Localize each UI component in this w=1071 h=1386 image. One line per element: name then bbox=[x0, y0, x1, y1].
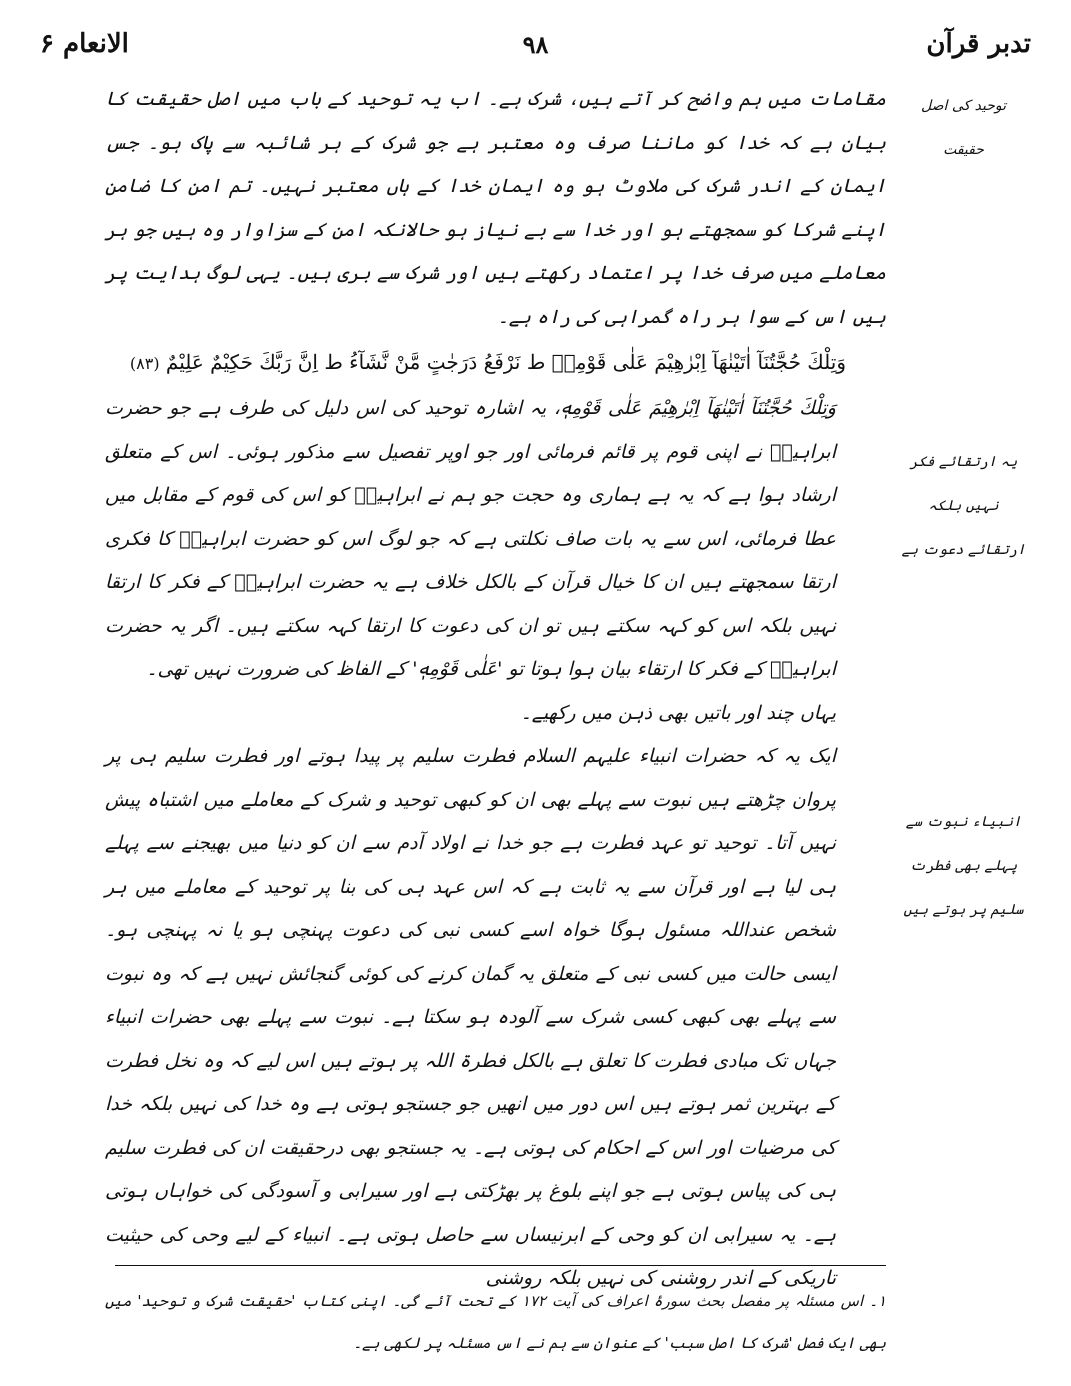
paragraph-1: مقامات میں ہم واضح کر آتے ہیں، شرک ہے۔ اب یہ توحید کے باب میں اصل حقیقت کا بیان ہے کہ خدا کو ماننا صرف وہ معتبر ہے جو شرک کے ہر شائبہ سے پاک ہو۔ جس ایمان کے اندر شرک کی ملاوٹ ہو وہ ایمان خدا کے ہاں معتبر نہیں۔ تم امن کا ضامن اپنے شرکا کو سمجھتے ہو اور خدا سے بے نیاز ہو حالانکہ امن کے سزاوار وہ ہیں جو ہر معاملے میں صرف خدا پر اعتماد رکھتے ہیں اور شرک سے بری ہیں۔ یہی لوگ ہدایت پر ہیں اس کے سوا ہر راہ گمراہی کی راہ ہے۔ bbox=[105, 88, 886, 328]
footnote-divider bbox=[115, 1265, 886, 1266]
paragraph-3: یہاں چند اور باتیں بھی ذہن میں رکھیے۔ bbox=[520, 701, 836, 724]
book-title: تدبر قرآن bbox=[926, 29, 1031, 59]
margin-note-anbiya: انبیاء نبوت سے پہلے بھی فطرت سلیم پر ہوتے ہیں bbox=[903, 814, 1024, 918]
paragraph-4: ایک یہ کہ حضرات انبیاء علیہم السلام فطرت سلیم پر پیدا ہوتے اور فطرت سلیم ہی پر پروان چڑھتے ہیں نبوت سے پہلے بھی ان کو کبھی توحید و شرک کے معاملے میں اشتباہ پیش نہیں آتا۔ توحید تو عہد فطرت ہے جو خدا نے اولاد آدم سے ان کو دنیا میں بھیجنے سے پہلے ہی لیا ہے اور قرآن سے یہ ثابت ہے کہ اس عہد ہی کی بنا پر توحید کے معاملے میں ہر شخص عنداللہ مسئول ہوگا خواہ اسے کسی نبی کی دعوت پہنچی ہو یا نہ پہنچی ہو۔ ایسی حالت میں کسی نبی کے متعلق یہ گمان کرنے کی کوئی گنجائش نہیں ہے کہ وہ نبوت سے پہلے بھی کبھی کسی شرک سے آلودہ ہو سکتا ہے۔ نبوت سے پہلے بھی حضرات انبیاء جہاں تک مبادی فطرت کا تعلق ہے بالکل فطرۃ اللہ پر ہوتے ہیں اس لیے کہ وہ نخل فطرت کے بہترین ثمر ہوتے ہیں اس دور میں انھیں جو جستجو ہوتی ہے وہ خدا کی نہیں بلکہ خدا کی مرضیات اور اس کے احکام کی ہوتی ہے۔ یہ جستجو بھی درحقیقت ان کی فطرت سلیم ہی کی پیاس ہوتی ہے جو اپنے بلوغ پر بھڑکتی ہے اور سیرابی و آسودگی کی خواہاں ہوتی ہے۔ یہ سیرابی ان کو وحی کے ابرنیساں سے حاصل ہوتی ہے۔ انبیاء کے لیے وحی کی حیثیت تاریکی کے اندر روشنی کی نہیں بلکہ روشنی bbox=[105, 745, 837, 1289]
page-number: ۹۸ bbox=[522, 29, 549, 59]
quran-verse bbox=[105, 339, 886, 387]
paragraph-2: وَتِلْكَ حُجَّتُنَآ اٰتَيْنٰهَآ اِبْرٰهِيْمَ عَلٰى قَوْمِهٖ، یہ اشارہ توحید کی اس دلیل کی طرف ہے جو حضرت ابراہیمؑ نے اپنی قوم پر قائم فرمائی اور جو اوپر تفصیل سے مذکور ہوئی۔ اس کے متعلق ارشاد ہوا ہے کہ یہ ہے ہماری وہ حجت جو ہم نے ابراہیمؑ کو اس کی قوم کے مقابل میں عطا فرمائی، اس سے یہ بات صاف نکلتی ہے کہ جو لوگ اس کو حضرت ابراہیمؑ کا فکری ارتقا سمجھتے ہیں ان کا خیال قرآن کے بالکل خلاف ہے یہ حضرت ابراہیمؑ کے فکر کا ارتقا نہیں بلکہ اس کو کہہ سکتے ہیں تو ان کی دعوت کا ارتقا کہہ سکتے ہیں۔ اگر یہ حضرت ابراہیمؑ کے فکر کا ارتقاء بیان ہوا ہوتا تو 'عَلٰى قَوْمِهٖ' کے الفاظ کی ضرورت نہیں تھی۔ bbox=[105, 397, 836, 680]
margin-note-irtiqa: یہ ارتقائے فکر نہیں بلکہ ارتقائے دعوت ہے bbox=[901, 454, 1026, 558]
margin-note-tawheed: توحید کی اصل حقیقت bbox=[921, 98, 1006, 158]
page-header bbox=[40, 14, 1031, 74]
main-text bbox=[105, 78, 886, 1301]
surah-name: الانعام ۶ bbox=[40, 29, 129, 59]
verse-reference: (۸۳) bbox=[129, 354, 160, 373]
footnote: ۱۔ اس مسئلہ پر مفصل بحث سورۂ اعراف کی آیت ۱۷۲ کے تحت آئے گی۔ اپنی کتاب 'حقیقت شرک و توحید' میں بھی ایک فصل 'شرک کا اصل سبب' کے عنوان سے ہم نے اس مسئلہ پر لکھی ہے۔ bbox=[105, 1292, 886, 1352]
verse-text: وَتِلْكَ حُجَّتُنَآ اٰتَيْنٰهَآ اِبْرٰهِيْمَ عَلٰى قَوْمِهٖ ط نَرْفَعُ دَرَجٰتٍ مَّنْ نَّشَآءُ ط اِنَّ رَبَّكَ حَكِيْمٌ عَلِيْمٌ bbox=[165, 350, 846, 374]
